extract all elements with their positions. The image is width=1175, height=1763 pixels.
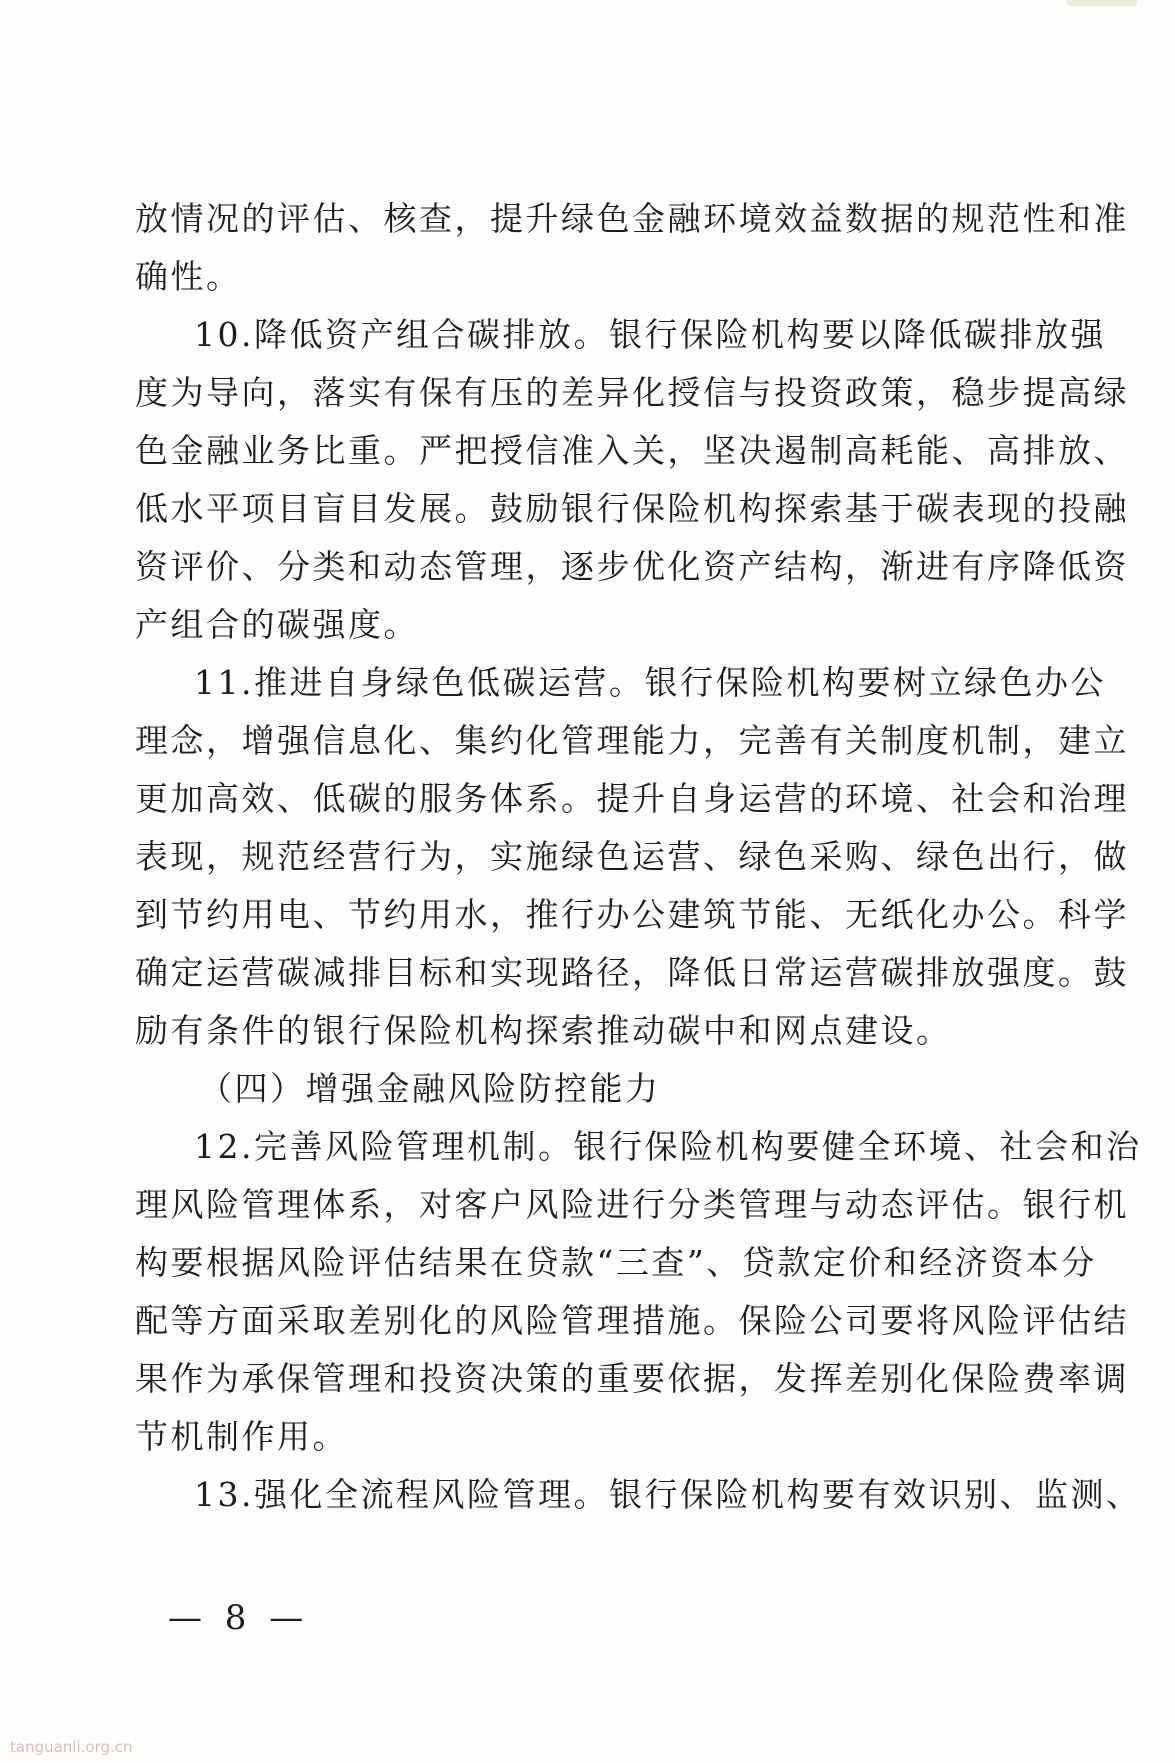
text-line: 资评价、分类和动态管理，逐步优化资产结构，渐进有序降低资: [135, 547, 1129, 586]
text-line: 配等方面采取差别化的风险管理措施。保险公司要将风险评估结: [135, 1301, 1129, 1340]
text-line: 10.降低资产组合碳排放。银行保险机构要以降低碳排放强: [194, 315, 1106, 354]
text-line: 确定运营碳减排目标和实现路径，降低日常运营碳排放强度。鼓: [135, 953, 1129, 992]
text-line: 13.强化全流程风险管理。银行保险机构要有效识别、监测、: [194, 1475, 1142, 1514]
text-line: 表现，规范经营行为，实施绿色运营、绿色采购、绿色出行，做: [135, 837, 1129, 876]
corner-mark: [1067, 0, 1137, 6]
section-heading: （四）增强金融风险防控能力: [199, 1069, 661, 1108]
text-line: 励有条件的银行保险机构探索推动碳中和网点建设。: [135, 1011, 952, 1050]
text-line: 产组合的碳强度。: [135, 605, 419, 644]
text-line: 理念，增强信息化、集约化管理能力，完善有关制度机制，建立: [135, 721, 1129, 760]
watermark: tanguanli.org.cn: [10, 1738, 133, 1756]
text-line: 色金融业务比重。严把授信准入关，坚决遏制高耗能、高排放、: [135, 431, 1129, 470]
text-line: 12.完善风险管理机制。银行保险机构要健全环境、社会和治: [194, 1127, 1142, 1166]
text-line: 低水平项目盲目发展。鼓励银行保险机构探索基于碳表现的投融: [135, 489, 1129, 528]
text-line: 理风险管理体系，对客户风险进行分类管理与动态评估。银行机: [135, 1185, 1129, 1224]
text-line: 到节约用电、节约用水，推行办公建筑节能、无纸化办公。科学: [135, 895, 1129, 934]
text-line: 节机制作用。: [135, 1417, 348, 1456]
text-line: 更加高效、低碳的服务体系。提升自身运营的环境、社会和治理: [135, 779, 1129, 818]
text-line: 11.推进自身绿色低碳运营。银行保险机构要树立绿色办公: [194, 663, 1106, 702]
text-line: 放情况的评估、核查，提升绿色金融环境效益数据的规范性和准: [135, 199, 1129, 238]
text-line: 构要根据风险评估结果在贷款“三查”、贷款定价和经济资本分: [135, 1243, 1097, 1282]
text-line: 确性。: [135, 257, 242, 296]
page-number: — 8 —: [168, 1598, 310, 1638]
text-line: 度为导向，落实有保有压的差异化授信与投资政策，稳步提高绿: [135, 373, 1129, 412]
text-line: 果作为承保管理和投资决策的重要依据，发挥差别化保险费率调: [135, 1359, 1129, 1398]
